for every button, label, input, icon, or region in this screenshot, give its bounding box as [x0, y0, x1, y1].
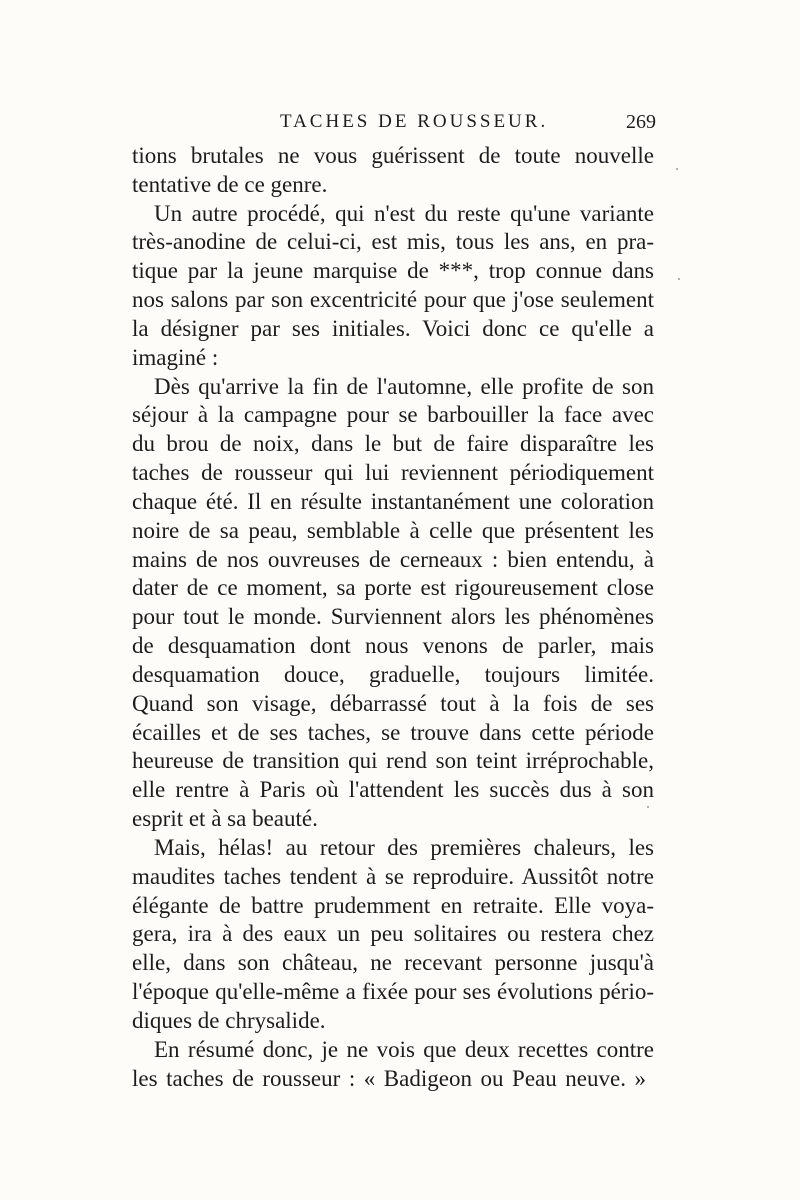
- text-line: mains de nos ouvreuses de cerneaux : bien entendu, à: [132, 546, 654, 572]
- paragraph-end-line: tentative de ce genre.: [132, 171, 328, 197]
- page-number: 269: [626, 111, 656, 133]
- paper-speck: [678, 278, 680, 280]
- text-line: nos salons par son excentricité pour que j'ose seulement: [132, 287, 654, 313]
- text-line: elle, dans son château, ne recevant personne jusqu'à: [132, 950, 654, 976]
- text-line: heureuse de transition qui rend son teint irréprochable,: [132, 748, 654, 774]
- paper-speck: [676, 168, 678, 170]
- running-title: TACHES DE ROUSSEUR.: [280, 111, 549, 132]
- text-line: chaque été. Il en résulte instantanément une coloration: [132, 488, 654, 514]
- paragraph-first-line: En résumé donc, je ne vois que deux recettes contre: [154, 1036, 654, 1062]
- text-line: desquamation douce, graduelle, toujours limitée.: [132, 661, 654, 687]
- text-line: très-anodine de celui-ci, est mis, tous les ans, en pra-: [132, 229, 654, 255]
- text-line: écailles et de ses taches, se trouve dans cette période: [132, 719, 654, 745]
- text-line: l'époque qu'elle-même a fixée pour ses évolutions pério-: [132, 979, 654, 1005]
- body-text: [132, 142, 654, 1093]
- text-line: maudites taches tendent à se reproduire. Aussitôt notre: [132, 863, 654, 889]
- text-line: taches de rousseur qui lui reviennent périodiquement: [132, 460, 654, 486]
- text-line: tions brutales ne vous guérissent de toute nouvelle: [132, 143, 654, 168]
- paragraph-end-line: diques de chrysalide.: [132, 1007, 326, 1033]
- text-line: elle rentre à Paris où l'attendent les succès dus à son: [132, 777, 654, 803]
- text-line: gera, ira à des eaux un peu solitaires ou restera chez: [132, 921, 654, 947]
- text-line: la désigner par ses initiales. Voici donc ce qu'elle a: [132, 315, 654, 341]
- text-line: tique par la jeune marquise de ***, trop connue dans: [132, 258, 654, 284]
- text-line: pour tout le monde. Surviennent alors les phénomènes: [132, 604, 654, 630]
- text-line: les taches de rousseur : « Badigeon ou Peau neuve. »: [132, 1065, 646, 1091]
- text-line: noire de sa peau, semblable à celle que présentent les: [132, 517, 654, 543]
- text-line: de desquamation dont nous venons de parler, mais: [132, 633, 654, 659]
- text-line: dater de ce moment, sa porte est rigoureusement close: [132, 575, 654, 601]
- text-line: élégante de battre prudemment en retraite. Elle voya-: [132, 892, 654, 918]
- paper-speck: [647, 806, 649, 808]
- text-line: Quand son visage, débarrassé tout à la fois de ses: [132, 690, 654, 716]
- text-line: séjour à la campagne pour se barbouiller la face avec: [132, 402, 654, 428]
- paragraph-first-line: Un autre procédé, qui n'est du reste qu'une variante: [154, 200, 654, 226]
- paragraph-first-line: Dès qu'arrive la fin de l'automne, elle profite de son: [154, 373, 654, 399]
- running-head: [130, 111, 656, 141]
- text-line: du brou de noix, dans le but de faire disparaître les: [132, 431, 654, 457]
- paragraph-first-line: Mais, hélas! au retour des premières chaleurs, les: [154, 834, 654, 860]
- paragraph-end-line: imaginé :: [132, 344, 219, 370]
- paragraph-end-line: esprit et à sa beauté.: [132, 806, 318, 832]
